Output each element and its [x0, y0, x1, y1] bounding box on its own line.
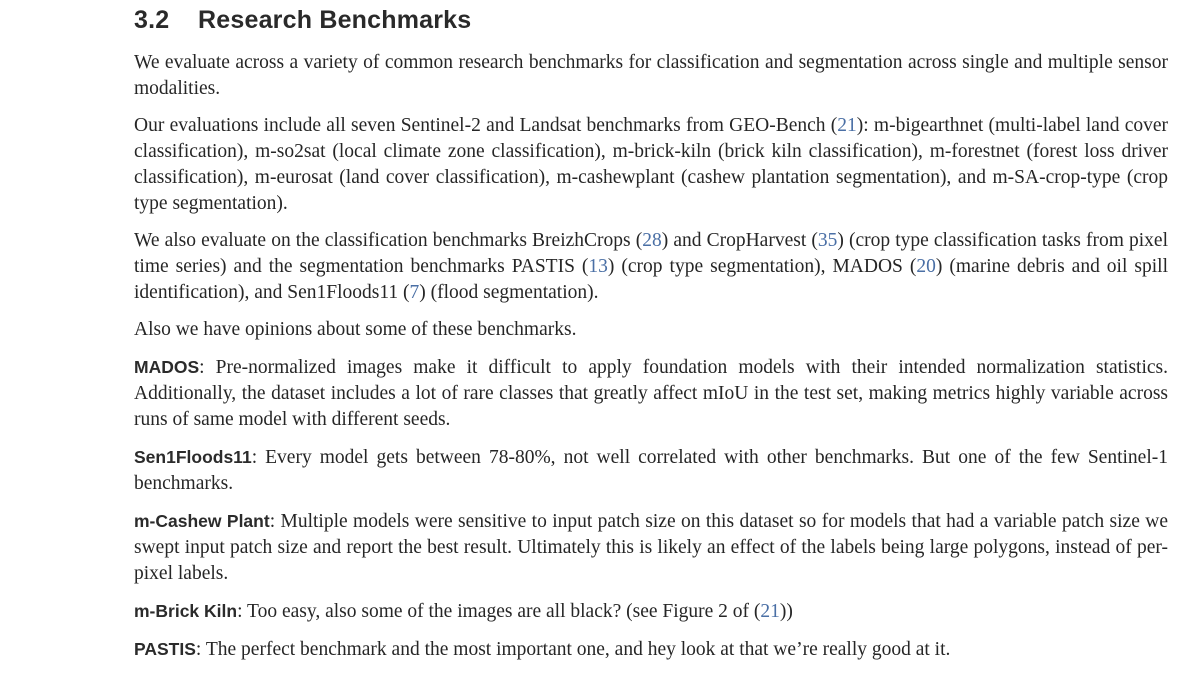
section-heading	[134, 4, 1168, 36]
note-label-brick-kiln: m-Brick Kiln	[134, 601, 238, 621]
note-label-mados: MADOS	[134, 357, 200, 377]
paper-page	[134, 0, 1168, 674]
note-label-pastis: PASTIS	[134, 639, 196, 659]
section-number: 3.2	[134, 6, 170, 34]
citation-21[interactable]: 21	[837, 115, 857, 136]
citation-7[interactable]: 7	[409, 282, 420, 303]
note-text-cashew-plant: : Multiple models were sensitive to input patch size on this dataset so for models that had a variable patch size we swept input patch size and report the best result. Ultimately this is likely an effect of the labels being large polygons, instead of per-pixel labels.	[134, 511, 1168, 584]
paragraph-opinions: Also we have opinions about some of these benchmarks.	[134, 319, 577, 340]
citation-20[interactable]: 20	[916, 256, 936, 277]
also-text-b: ) and CropHarvest (	[661, 230, 818, 251]
note-text-pastis: : The perfect benchmark and the most important one, and hey look at that we’re really good at it.	[195, 639, 951, 660]
also-text-a: We also evaluate on the classification benchmarks BreizhCrops (	[134, 230, 643, 251]
note-text-sen1floods11: : Every model gets between 78-80%, not well correlated with other benchmarks. But one of the few Sentinel-1 benchmarks.	[134, 447, 1168, 494]
note-label-sen1floods11: Sen1Floods11	[134, 447, 252, 467]
note-text-mados: : Pre-normalized images make it difficult to apply foundation models with their intended normalization statistics. Additionally, the dataset includes a lot of rare classes that greatly affect mIoU in the test set, making metrics highly variable across runs of same model with different seeds.	[134, 357, 1168, 430]
paragraph-also-evaluate	[134, 228, 1168, 306]
geobench-text-b: ): m-bigearthnet (multi-label land cover classification), m-so2sat (local climate zone classification), m-brick-kiln (brick kiln classification), m-forestnet (forest loss driver classification), m-eurosat (land cover classification), m-cashewplant (cashew plantation segmentation), and m-SA-crop-type (crop type segmentation).	[134, 115, 1169, 214]
also-text-f: ) (flood segmentation).	[419, 282, 599, 303]
note-pastis	[134, 636, 1168, 663]
citation-21-brick[interactable]: 21	[760, 601, 780, 622]
also-text-c: ) (crop type classification tasks from pixel time series) and the segmentation benchmarks PASTIS (	[134, 230, 1169, 277]
paragraph-geobench	[134, 113, 1168, 217]
also-text-e: ) (marine debris and oil spill identification), and Sen1Floods11 (	[134, 256, 1168, 303]
citation-35[interactable]: 35	[817, 230, 838, 251]
note-text-brick-kiln-a: : Too easy, also some of the images are all black? (see Figure 2 of (	[237, 601, 761, 622]
paragraph-intro: We evaluate across a variety of common research benchmarks for classification and segmentation across single and multiple sensor modalities.	[134, 52, 1168, 99]
also-text-d: ) (crop type segmentation), MADOS (	[607, 256, 917, 277]
section-title: Research Benchmarks	[198, 6, 472, 34]
note-label-cashew-plant: m-Cashew Plant	[134, 511, 270, 531]
geobench-text-a: Our evaluations include all seven Sentinel-2 and Landsat benchmarks from GEO-Bench (	[134, 115, 838, 136]
citation-13[interactable]: 13	[588, 256, 608, 277]
note-text-brick-kiln-b: ))	[779, 601, 793, 622]
citation-28[interactable]: 28	[642, 230, 662, 251]
note-cashew-plant	[134, 508, 1168, 587]
note-sen1floods11	[134, 444, 1168, 497]
note-brick-kiln	[134, 598, 1168, 625]
note-mados	[134, 354, 1168, 433]
